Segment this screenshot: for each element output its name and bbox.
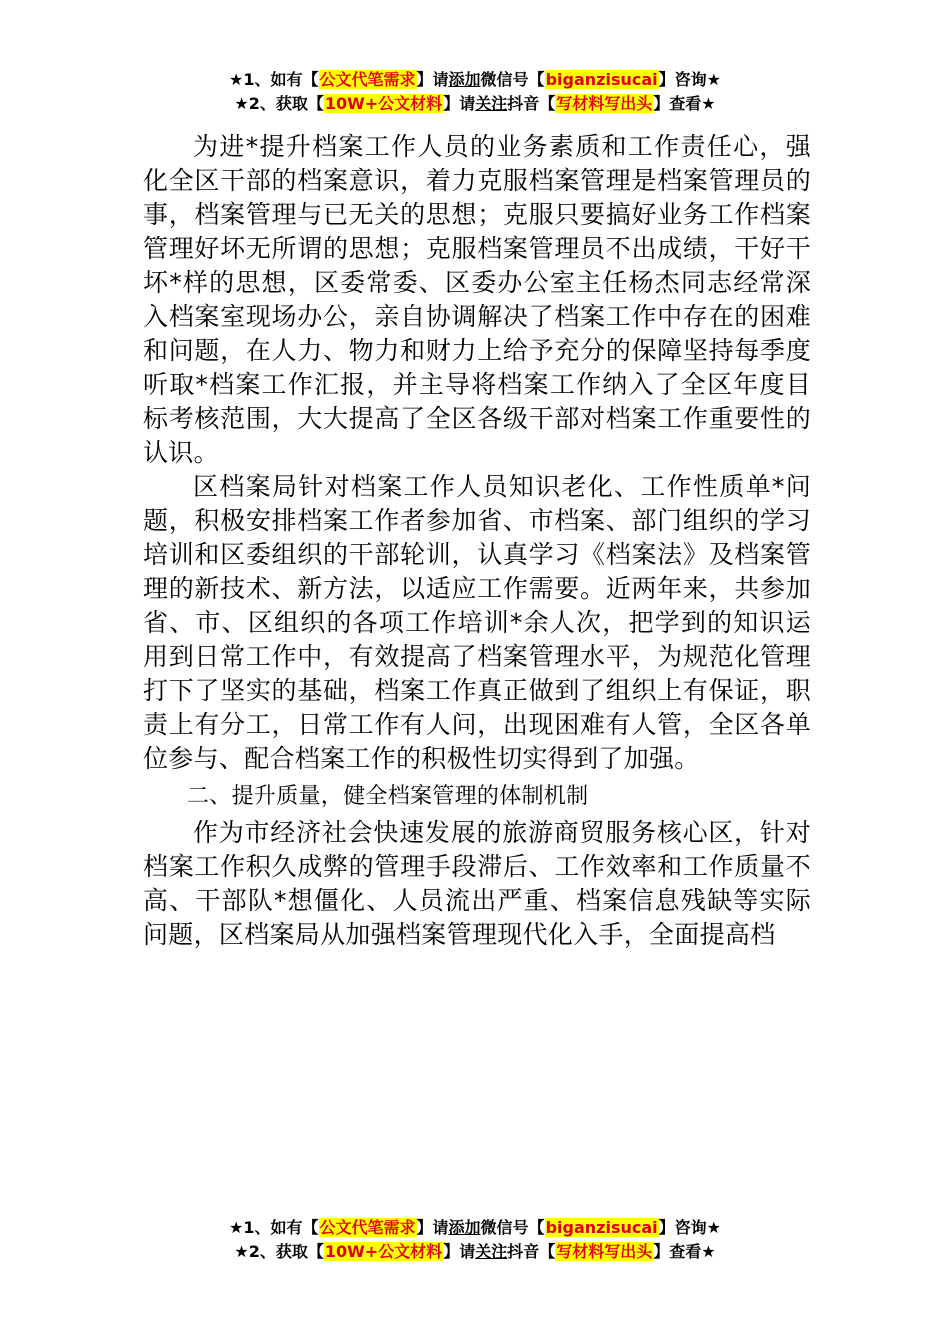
- promo-emphasis: 关注: [475, 1242, 508, 1261]
- promo-emphasis: 关注: [475, 94, 508, 113]
- promo-text: 抖音【: [507, 94, 556, 113]
- document-body: [143, 130, 811, 952]
- promo-text: 】咨询★: [658, 1218, 721, 1237]
- promo-text: ★1、如有【: [229, 70, 319, 89]
- promo-text: ★2、获取【: [234, 94, 324, 113]
- promo-text: 抖音【: [507, 1242, 556, 1261]
- promo-text: 】请: [443, 94, 476, 113]
- promo-text: 微信号【: [480, 1218, 545, 1237]
- promo-highlight-wechat-id: biganzisucai: [545, 1218, 658, 1237]
- promo-text: 】请: [416, 1218, 449, 1237]
- promo-text: 】查看★: [653, 1242, 716, 1261]
- promo-highlight-douyin-account: 写材料写出头: [556, 94, 653, 113]
- promo-text: ★1、如有【: [229, 1218, 319, 1237]
- section-heading: 二、提升质量，健全档案管理的体制机制: [187, 784, 589, 809]
- promo-text: 】咨询★: [658, 70, 721, 89]
- body-paragraph: 作为市经济社会快速发展的旅游商贸服务核心区，针对档案工作积久成弊的管理手段滞后、工作效率和工作质量不高、干部队*想僵化、人员流出严重、档案信息残缺等实际问题，区档案局从加强档案管理现代化入手，全面提高档: [143, 818, 811, 949]
- body-paragraph: 为进*提升档案工作人员的业务素质和工作责任心，强化全区干部的档案意识，着力克服档案管理是档案管理员的事，档案管理与已无关的思想；克服只要搞好业务工作档案管理好坏无所谓的思想；克服档案管理员不出成绩，干好干坏*样的思想，区委常委、区委办公室主任杨杰同志经常深入档案室现场办公，亲自协调解决了档案工作中存在的困难和问题，在人力、物力和财力上给予充分的保障坚持每季度听取*档案工作汇报，并主导将档案工作纳入了全区年度目标考核范围，大大提高了全区各级干部对档案工作重要性的认识。: [143, 132, 811, 467]
- footer-promo-banner: [0, 1216, 950, 1264]
- promo-highlight-service: 公文代笔需求: [319, 70, 416, 89]
- header-promo-banner: [0, 68, 950, 116]
- promo-highlight-materials: 10W+公文材料: [324, 1242, 443, 1261]
- promo-highlight-service: 公文代笔需求: [319, 1218, 416, 1237]
- promo-line-1: [0, 68, 950, 92]
- promo-line-1: [0, 1216, 950, 1240]
- promo-emphasis: 添加: [448, 70, 481, 89]
- promo-highlight-materials: 10W+公文材料: [324, 94, 443, 113]
- promo-emphasis: 添加: [448, 1218, 481, 1237]
- body-paragraph: 区档案局针对档案工作人员知识老化、工作性质单*问题，积极安排档案工作者参加省、市档案、部门组织的学习培训和区委组织的干部轮训，认真学习《档案法》及档案管理的新技术、新方法，以适应工作需要。近两年来，共参加省、市、区组织的各项工作培训*余人次，把学到的知识运用到日常工作中，有效提高了档案管理水平，为规范化管理打下了坚实的基础，档案工作真正做到了组织上有保证，职责上有分工，日常工作有人问，出现困难有人管，全区各单位参与、配合档案工作的积极性切实得到了加强。: [143, 472, 811, 773]
- promo-text: 微信号【: [480, 70, 545, 89]
- promo-line-2: [0, 92, 950, 116]
- promo-highlight-douyin-account: 写材料写出头: [556, 1242, 653, 1261]
- promo-text: 】查看★: [653, 94, 716, 113]
- promo-text: 】请: [443, 1242, 476, 1261]
- promo-text: ★2、获取【: [234, 1242, 324, 1261]
- promo-line-2: [0, 1240, 950, 1264]
- promo-highlight-wechat-id: biganzisucai: [545, 70, 658, 89]
- promo-text: 】请: [416, 70, 449, 89]
